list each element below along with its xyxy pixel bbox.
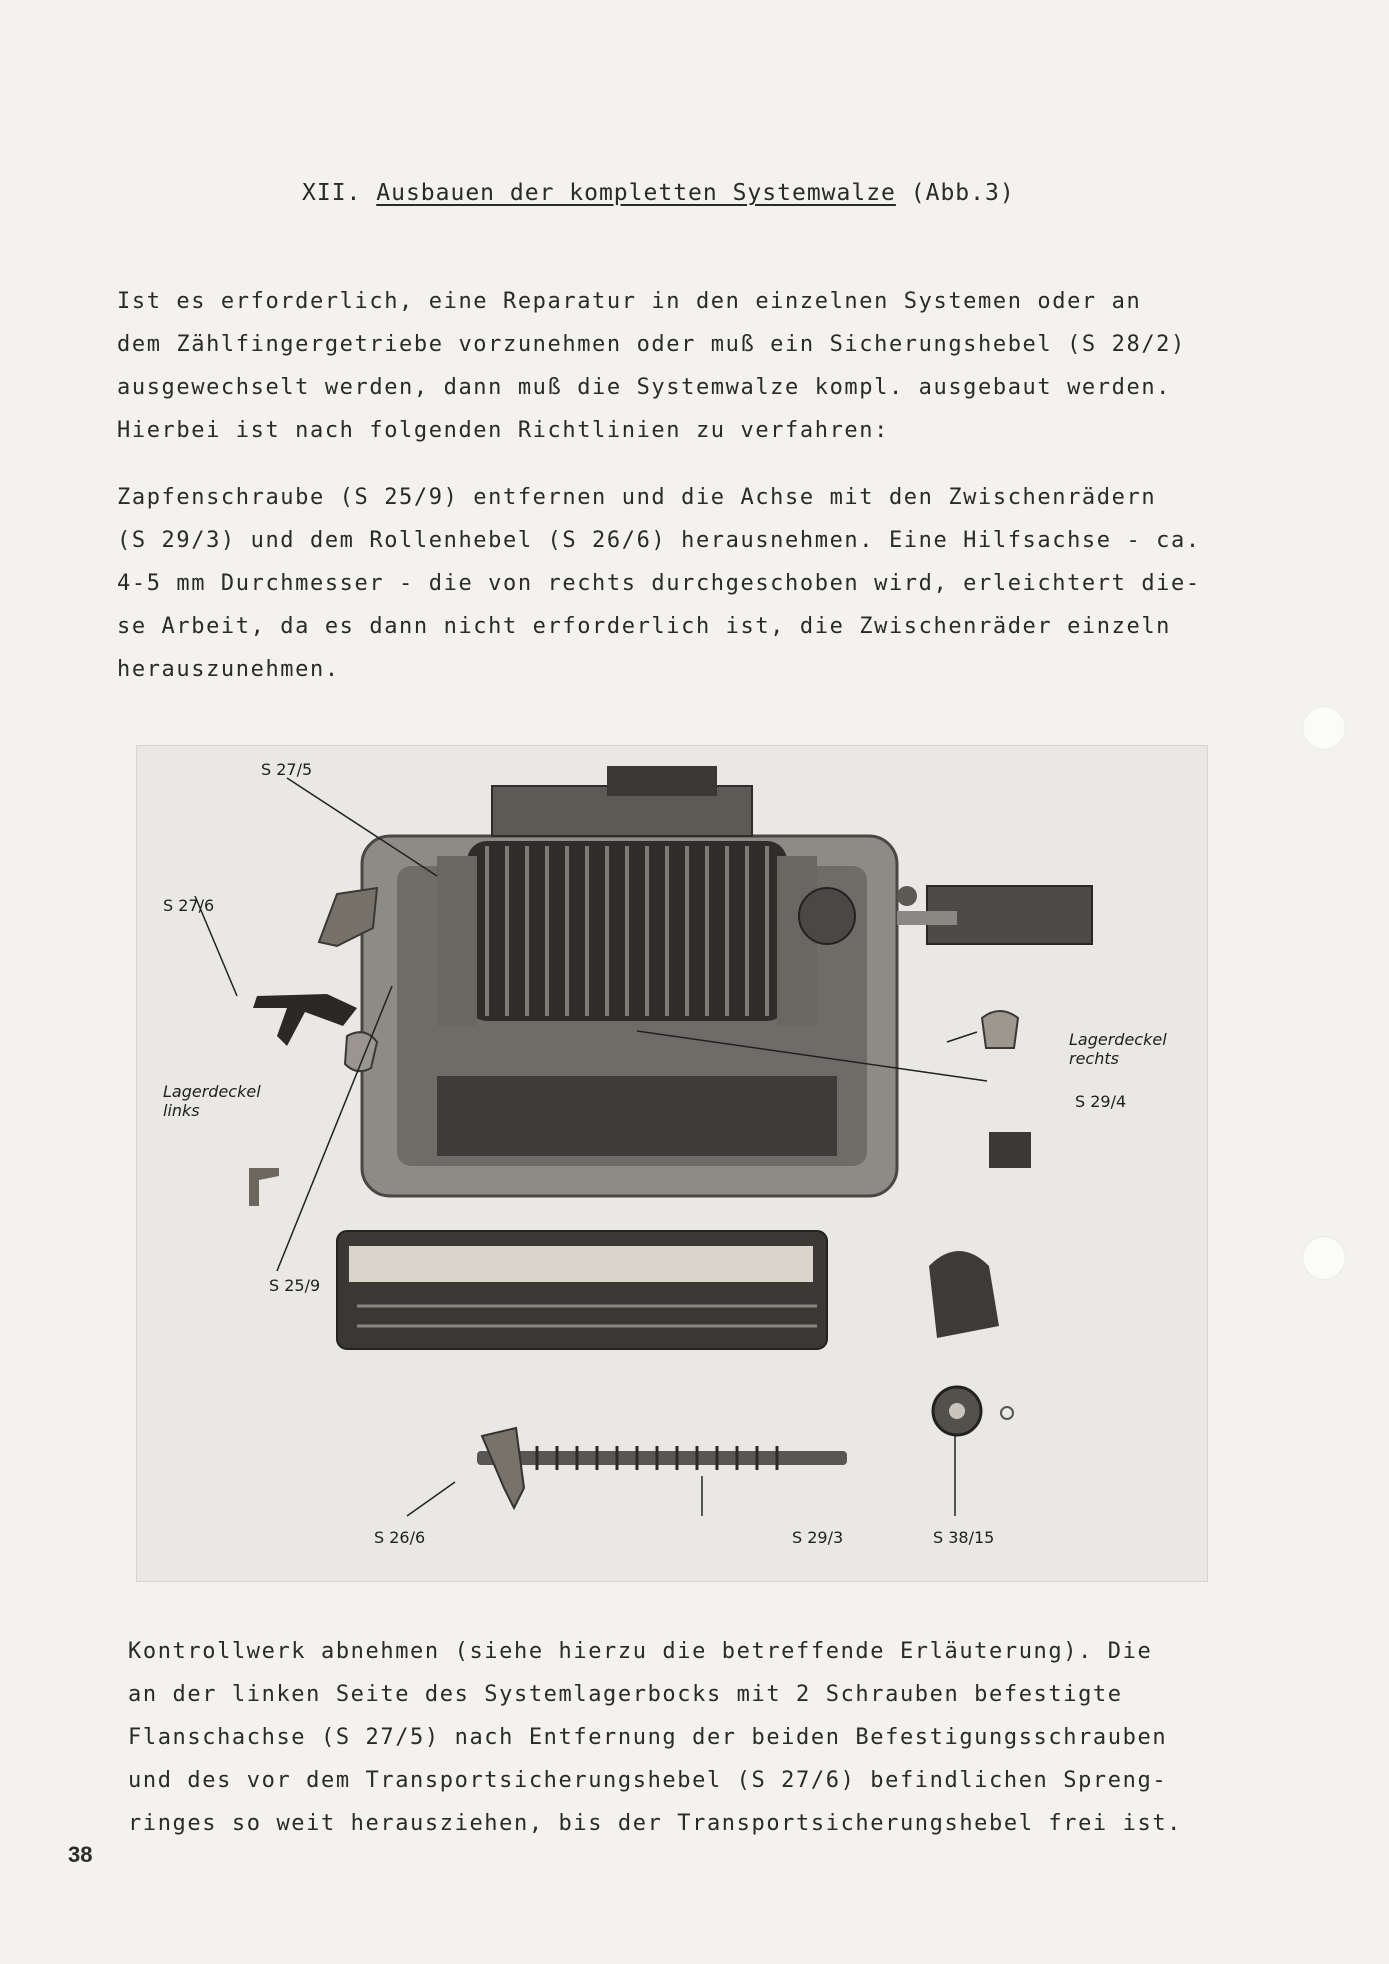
label-s29-3: S 29/3 — [792, 1528, 844, 1547]
text-line: Flanschachse (S 27/5) nach Entfernung der beiden Befestigungsschrauben — [128, 1725, 1168, 1750]
section-number: XII. — [302, 180, 362, 206]
paragraph-intro — [117, 280, 1227, 452]
label-s27-6: S 27/6 — [163, 896, 215, 915]
text-line: ringes so weit herausziehen, bis der Transportsicherungshebel frei ist. — [128, 1811, 1183, 1836]
label-lagerdeckel-rechts — [1069, 1030, 1167, 1068]
text-line: und des vor dem Transportsicherungshebel (S 27/6) befindlichen Spreng- — [128, 1768, 1168, 1793]
text-line: Hierbei ist nach folgenden Richtlinien zu verfahren: — [117, 418, 889, 443]
label-s29-4: S 29/4 — [1075, 1092, 1127, 1111]
figure-photo-abb3 — [136, 745, 1208, 1582]
text-line: Kontrollwerk abnehmen (siehe hierzu die betreffende Erläuterung). Die — [128, 1639, 1153, 1664]
paragraph-step-2 — [128, 1630, 1238, 1845]
label-s26-6: S 26/6 — [374, 1528, 426, 1547]
text-line: ausgewechselt werden, dann muß die Systemwalze kompl. ausgebaut werden. — [117, 375, 1172, 400]
shaft-axis — [477, 1451, 847, 1465]
text-line: (S 29/3) und dem Rollenhebel (S 26/6) herausnehmen. Eine Hilfsachse - ca. — [117, 528, 1201, 553]
punch-hole-lower — [1302, 1236, 1346, 1280]
text-line: herauszunehmen. — [117, 657, 340, 682]
label-s27-5: S 27/5 — [261, 760, 313, 779]
section-heading — [302, 180, 1015, 206]
section-title: Ausbauen der kompletten Systemwalze — [376, 180, 896, 206]
label-lagerdeckel-links-line1: Lagerdeckel — [163, 1082, 261, 1101]
text-line: se Arbeit, da es dann nicht erforderlich ist, die Zwischenräder einzeln — [117, 614, 1172, 639]
text-line: Ist es erforderlich, eine Reparatur in den einzelnen Systemen oder an — [117, 289, 1142, 314]
figure-reference: (Abb.3) — [910, 180, 1015, 206]
machine-illustration — [137, 746, 1207, 1581]
text-line: an der linken Seite des Systemlagerbocks mit 2 Schrauben befestigte — [128, 1682, 1123, 1707]
text-line: Zapfenschraube (S 25/9) entfernen und die Achse mit den Zwischenrädern — [117, 485, 1157, 510]
page-number: 38 — [68, 1842, 93, 1867]
punch-hole-upper — [1302, 706, 1346, 750]
label-s25-9: S 25/9 — [269, 1276, 321, 1295]
text-line: dem Zählfingergetriebe vorzunehmen oder muß ein Sicherungshebel (S 28/2) — [117, 332, 1186, 357]
paragraph-step-1 — [117, 476, 1227, 691]
label-s38-15: S 38/15 — [933, 1528, 995, 1547]
label-lagerdeckel-rechts-line1: Lagerdeckel — [1069, 1030, 1167, 1049]
label-lagerdeckel-links-line2: links — [163, 1101, 200, 1120]
text-line: 4-5 mm Durchmesser - die von rechts durchgeschoben wird, erleichtert die- — [117, 571, 1201, 596]
label-lagerdeckel-rechts-line2: rechts — [1069, 1049, 1119, 1068]
label-lagerdeckel-links — [163, 1082, 261, 1120]
